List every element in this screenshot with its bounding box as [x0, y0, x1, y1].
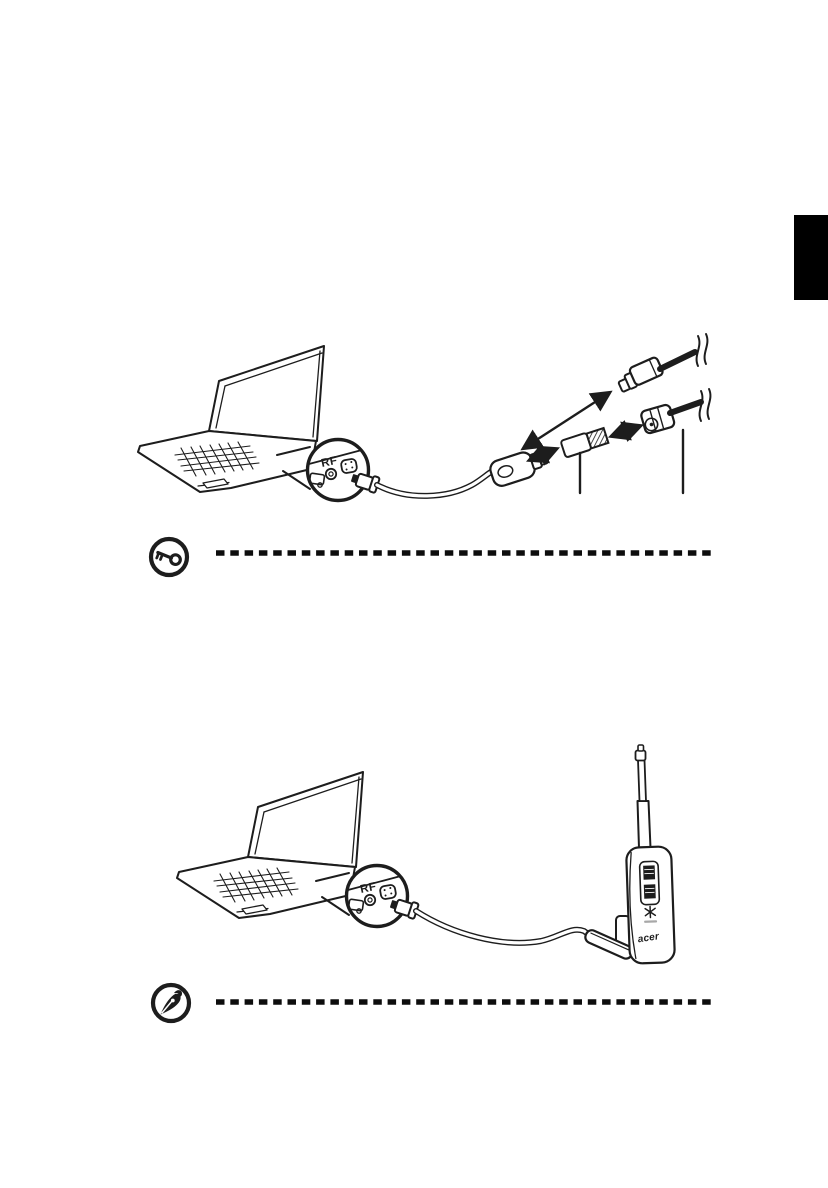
antenna-cable — [660, 352, 695, 369]
coax-connector — [640, 404, 675, 434]
key-icon — [151, 539, 187, 575]
rf-port-label: RF — [359, 880, 378, 896]
cable-break-mark — [700, 391, 703, 421]
figure-antenna-connection — [177, 745, 675, 964]
laptop-with-rf-port — [138, 346, 380, 501]
arrow-adapter-coax — [612, 426, 640, 436]
rf-port-label: RF — [320, 454, 339, 470]
pen-nib-icon — [153, 985, 189, 1021]
antenna-brand-label: acer — [637, 931, 660, 946]
coax-cable — [670, 402, 701, 413]
laptop-with-rf-port — [177, 772, 419, 927]
rf-cable-connector — [488, 446, 550, 488]
antenna-body — [626, 846, 675, 963]
figure-cable-connection — [138, 334, 710, 501]
note-divider-pen — [153, 985, 716, 1021]
fine-print — [644, 920, 657, 923]
antenna-cable-plug — [615, 356, 664, 392]
nt-adapter — [560, 427, 608, 458]
antenna-rod — [636, 745, 651, 848]
note-divider-key — [151, 539, 713, 575]
chapter-edge-tab — [794, 215, 828, 300]
digital-antenna — [583, 745, 675, 964]
antenna-cable — [416, 911, 591, 943]
cable-break-mark — [697, 336, 700, 366]
